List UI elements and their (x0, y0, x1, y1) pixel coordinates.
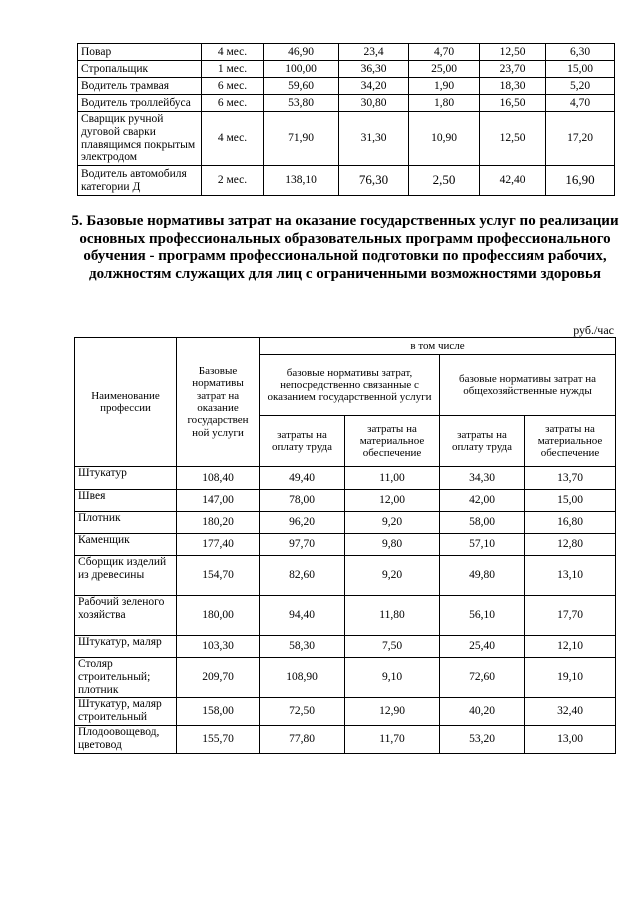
profession-name: Столяр строительный; плотник (75, 658, 177, 698)
value-cell: 16,50 (480, 95, 546, 112)
value-cell: 97,70 (260, 534, 345, 556)
value-cell: 12,00 (345, 490, 440, 512)
value-cell: 17,20 (546, 112, 615, 166)
value-cell: 31,30 (339, 112, 409, 166)
cost-table-continued (77, 43, 615, 196)
value-cell: 9,20 (345, 512, 440, 534)
value-cell: 78,00 (260, 490, 345, 512)
value-cell: 30,80 (339, 95, 409, 112)
profession-name: Стропальщик (78, 61, 202, 78)
profession-name: Штукатур, маляр строительный (75, 698, 177, 726)
profession-name: Швея (75, 490, 177, 512)
value-cell: 13,10 (525, 556, 616, 596)
profession-name: Повар (78, 44, 202, 61)
value-cell: 12,50 (480, 44, 546, 61)
value-cell: 40,20 (440, 698, 525, 726)
value-cell: 5,20 (546, 78, 615, 95)
unit-label: руб./час (573, 323, 614, 337)
cost-norms-table (74, 337, 616, 754)
value-cell: 32,40 (525, 698, 616, 726)
value-cell: 158,00 (177, 698, 260, 726)
value-cell: 11,00 (345, 467, 440, 490)
value-cell: 108,90 (260, 658, 345, 698)
value-cell: 9,80 (345, 534, 440, 556)
value-cell: 53,20 (440, 726, 525, 754)
value-cell: 108,40 (177, 467, 260, 490)
value-cell: 58,30 (260, 636, 345, 658)
table-row (78, 44, 615, 61)
value-cell: 4,70 (409, 44, 480, 61)
value-cell: 42,00 (440, 490, 525, 512)
value-cell: 9,10 (345, 658, 440, 698)
profession-name: Плодоовощевод, цветовод (75, 726, 177, 754)
training-term: 6 мес. (202, 95, 264, 112)
value-cell: 17,70 (525, 596, 616, 636)
value-cell: 12,80 (525, 534, 616, 556)
value-cell: 19,10 (525, 658, 616, 698)
value-cell: 6,30 (546, 44, 615, 61)
value-cell: 155,70 (177, 726, 260, 754)
value-cell: 2,50 (409, 166, 480, 196)
value-cell: 23,70 (480, 61, 546, 78)
table-row (75, 556, 616, 596)
header-general-costs: базовые нормативы затрат на общехозяйственные нужды (440, 355, 616, 416)
value-cell: 72,50 (260, 698, 345, 726)
training-term: 4 мес. (202, 44, 264, 61)
profession-name: Штукатур (75, 467, 177, 490)
header-labor-costs: затраты на оплату труда (440, 416, 525, 467)
value-cell: 180,20 (177, 512, 260, 534)
value-cell: 100,00 (264, 61, 339, 78)
value-cell: 72,60 (440, 658, 525, 698)
profession-name: Водитель троллейбуса (78, 95, 202, 112)
training-term: 2 мес. (202, 166, 264, 196)
table-row (75, 636, 616, 658)
table-row (75, 490, 616, 512)
training-term: 1 мес. (202, 61, 264, 78)
table-row (75, 698, 616, 726)
value-cell: 12,10 (525, 636, 616, 658)
value-cell: 34,30 (440, 467, 525, 490)
profession-name: Рабочий зеленого хозяйства (75, 596, 177, 636)
header-material-costs: затраты на материальное обеспечение (525, 416, 616, 467)
table-row (75, 534, 616, 556)
value-cell: 15,00 (546, 61, 615, 78)
value-cell: 59,60 (264, 78, 339, 95)
training-term: 4 мес. (202, 112, 264, 166)
value-cell: 7,50 (345, 636, 440, 658)
training-term: 6 мес. (202, 78, 264, 95)
profession-name: Плотник (75, 512, 177, 534)
header-labor-costs: затраты на оплату труда (260, 416, 345, 467)
value-cell: 16,90 (546, 166, 615, 196)
value-cell: 82,60 (260, 556, 345, 596)
value-cell: 76,30 (339, 166, 409, 196)
table-row (75, 596, 616, 636)
table-row (78, 78, 615, 95)
value-cell: 180,00 (177, 596, 260, 636)
value-cell: 209,70 (177, 658, 260, 698)
table-row (75, 512, 616, 534)
value-cell: 147,00 (177, 490, 260, 512)
value-cell: 49,80 (440, 556, 525, 596)
header-profession-name: Наименование профессии (75, 338, 177, 467)
value-cell: 58,00 (440, 512, 525, 534)
header-direct-costs: базовые нормативы затрат, непосредственно связанные с оказанием государственной услуги (260, 355, 440, 416)
value-cell: 10,90 (409, 112, 480, 166)
value-cell: 177,40 (177, 534, 260, 556)
header-base-norm: Базовые нормативы затрат на оказание государствен ной услуги (177, 338, 260, 467)
table-row (78, 112, 615, 166)
value-cell: 138,10 (264, 166, 339, 196)
profession-name: Сборщик изделий из древесины (75, 556, 177, 596)
header-including: в том числе (260, 338, 616, 355)
value-cell: 57,10 (440, 534, 525, 556)
header-material-costs: затраты на материальное обеспечение (345, 416, 440, 467)
value-cell: 15,00 (525, 490, 616, 512)
value-cell: 18,30 (480, 78, 546, 95)
value-cell: 13,00 (525, 726, 616, 754)
value-cell: 56,10 (440, 596, 525, 636)
value-cell: 103,30 (177, 636, 260, 658)
table-row (75, 467, 616, 490)
value-cell: 53,80 (264, 95, 339, 112)
value-cell: 25,40 (440, 636, 525, 658)
value-cell: 23,4 (339, 44, 409, 61)
value-cell: 13,70 (525, 467, 616, 490)
value-cell: 9,20 (345, 556, 440, 596)
profession-name: Водитель трамвая (78, 78, 202, 95)
value-cell: 1,90 (409, 78, 480, 95)
value-cell: 12,50 (480, 112, 546, 166)
value-cell: 96,20 (260, 512, 345, 534)
value-cell: 94,40 (260, 596, 345, 636)
value-cell: 36,30 (339, 61, 409, 78)
value-cell: 25,00 (409, 61, 480, 78)
value-cell: 42,40 (480, 166, 546, 196)
profession-name: Водитель автомобиля категории Д (78, 166, 202, 196)
value-cell: 77,80 (260, 726, 345, 754)
value-cell: 4,70 (546, 95, 615, 112)
value-cell: 12,90 (345, 698, 440, 726)
value-cell: 1,80 (409, 95, 480, 112)
section-title: 5. Базовые нормативы затрат на оказание государственных услуг по реализации основных профессиональных образовательных программ профессионального обучения - программ профессиональной подготовки по профессиям рабочих, должностям служащих для лиц с ограниченными возможностями здоровья (71, 213, 619, 282)
profession-name: Штукатур, маляр (75, 636, 177, 658)
value-cell: 11,70 (345, 726, 440, 754)
table-row (75, 658, 616, 698)
value-cell: 71,90 (264, 112, 339, 166)
profession-name: Каменщик (75, 534, 177, 556)
table-row (75, 726, 616, 754)
value-cell: 34,20 (339, 78, 409, 95)
value-cell: 11,80 (345, 596, 440, 636)
table-row (78, 61, 615, 78)
profession-name: Сварщик ручной дуговой сварки плавящимся покрытым электродом (78, 112, 202, 166)
table-row (78, 95, 615, 112)
value-cell: 46,90 (264, 44, 339, 61)
value-cell: 154,70 (177, 556, 260, 596)
value-cell: 49,40 (260, 467, 345, 490)
value-cell: 16,80 (525, 512, 616, 534)
table-row (78, 166, 615, 196)
